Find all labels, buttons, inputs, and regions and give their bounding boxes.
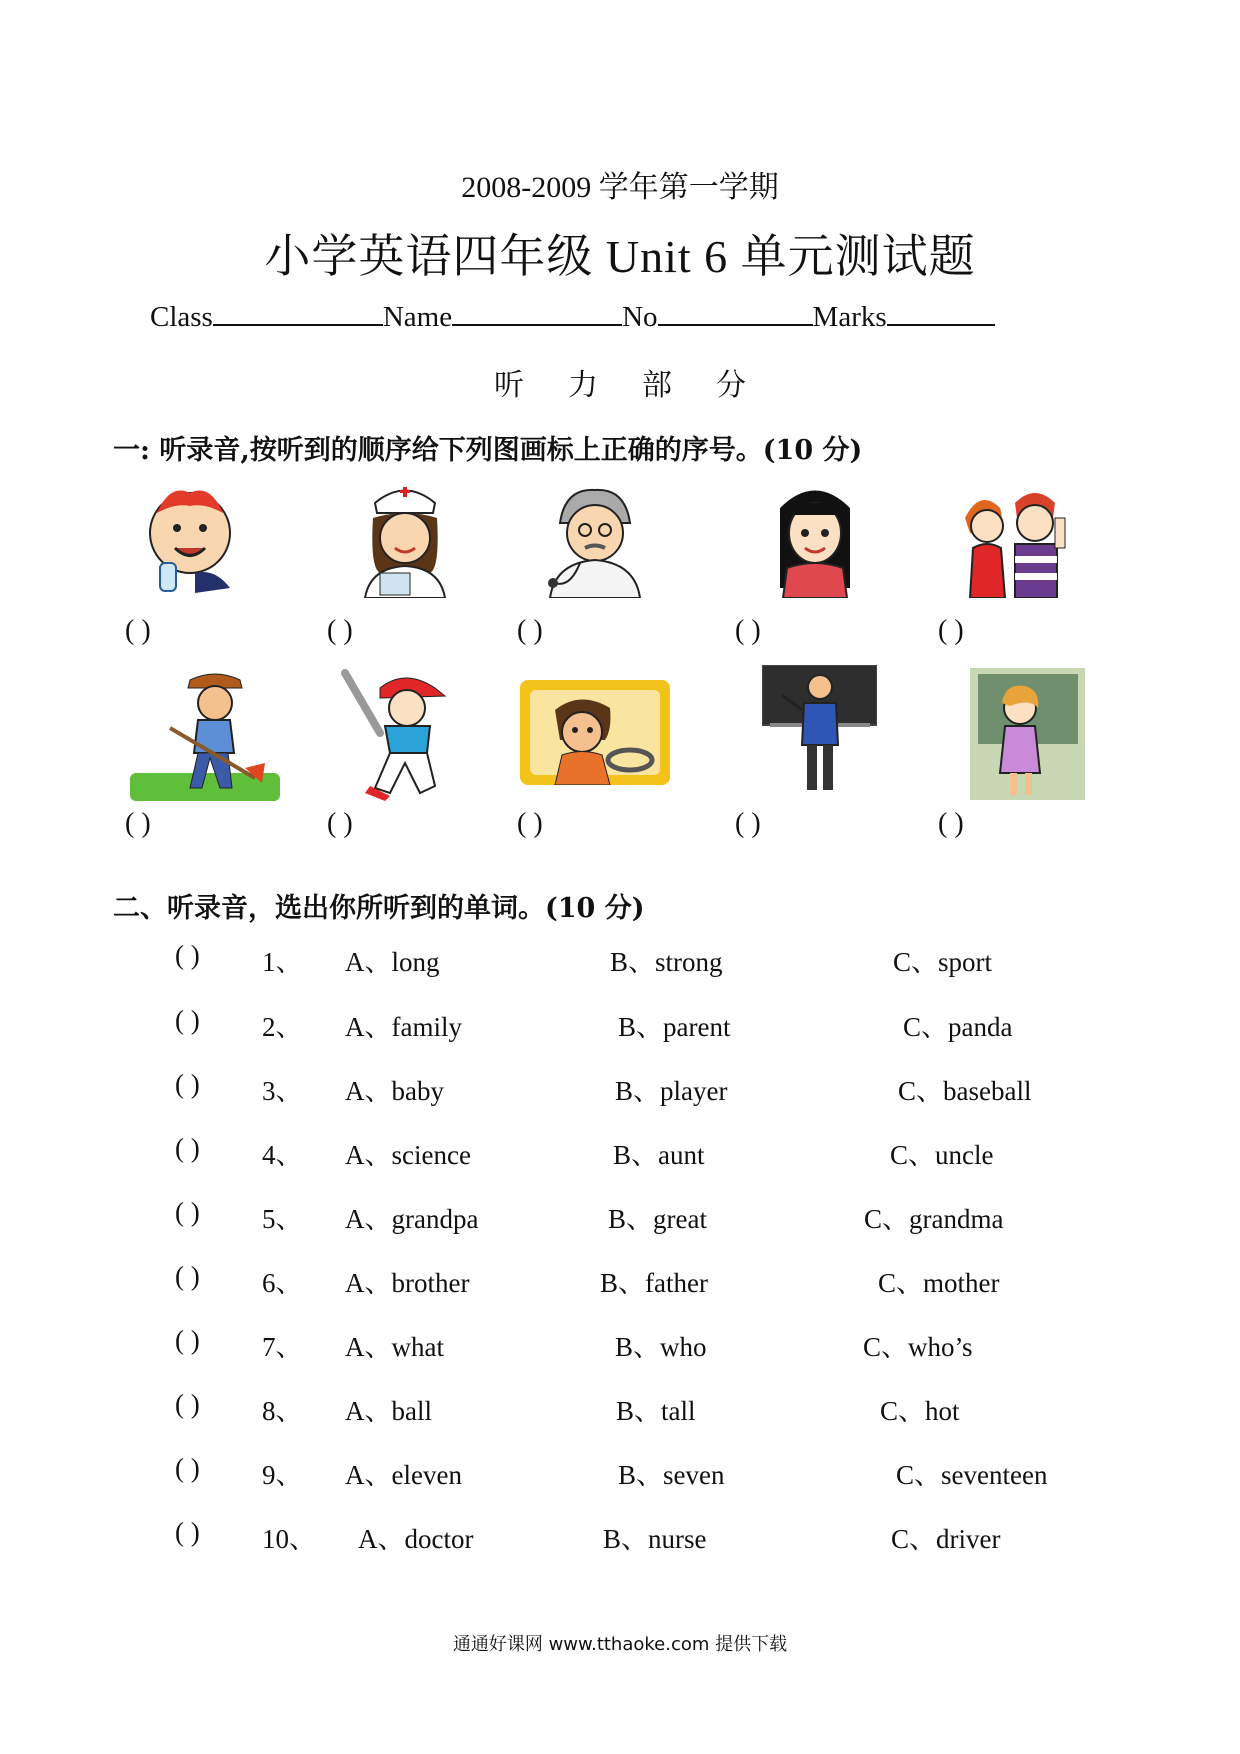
teacher-woman-icon (970, 668, 1085, 800)
option-b: B、strong (610, 947, 723, 977)
option-c: C、baseball (898, 1076, 1032, 1106)
option-c: C、sport (893, 947, 993, 977)
option-c: C、driver (891, 1524, 1001, 1554)
footer-source: 通通好课网 www.tthaoke.com 提供下载 (452, 1634, 788, 1655)
doctor-icon (535, 478, 655, 598)
question-number: 7、 (262, 1332, 303, 1362)
answer-paren[interactable]: ( ) (517, 808, 543, 839)
answer-paren[interactable]: ( ) (175, 1261, 200, 1291)
question-number: 1、 (262, 947, 303, 977)
marks-label: Marks (812, 301, 887, 333)
page-title: 小学英语四年级 Unit 6 单元测试题 (264, 231, 976, 282)
question-row (0, 1005, 1240, 1045)
option-a: A、grandpa (345, 1204, 479, 1234)
listening-part-title: 听 力 部 分 (494, 369, 746, 402)
option-c: C、hot (880, 1396, 960, 1426)
question-number: 10、 (262, 1524, 316, 1554)
answer-paren[interactable]: ( ) (175, 1389, 200, 1419)
option-b: B、tall (616, 1396, 696, 1426)
option-b: B、great (608, 1204, 707, 1234)
question-row (0, 1133, 1240, 1173)
option-c: C、mother (878, 1268, 1000, 1298)
option-b: B、aunt (613, 1140, 705, 1170)
name-label: Name (382, 301, 453, 333)
farmer-icon (130, 668, 280, 803)
answer-paren[interactable]: ( ) (327, 808, 353, 839)
question-row (0, 1069, 1240, 1109)
student-info-line (150, 298, 995, 334)
question-number: 3、 (262, 1076, 303, 1106)
answer-paren[interactable]: ( ) (735, 808, 761, 839)
answer-paren[interactable]: ( ) (327, 615, 353, 646)
answer-paren[interactable]: ( ) (175, 1197, 200, 1227)
option-a: A、what (345, 1332, 444, 1362)
question-number: 6、 (262, 1268, 303, 1298)
answer-paren[interactable]: ( ) (938, 808, 964, 839)
option-a: A、baby (345, 1076, 444, 1106)
name-blank[interactable] (452, 298, 622, 326)
baseball-player-icon (335, 668, 460, 803)
class-label: Class (150, 301, 213, 333)
no-label: No (622, 301, 658, 333)
option-a: A、ball (345, 1396, 432, 1426)
two-kids-icon (955, 478, 1075, 598)
option-c: C、panda (903, 1012, 1013, 1042)
question-number: 9、 (262, 1460, 303, 1490)
section2-heading: 二、听录音，选出你所听到的单词。(10 分) (113, 893, 645, 924)
answer-paren[interactable]: ( ) (175, 1325, 200, 1355)
option-c: C、seventeen (896, 1460, 1048, 1490)
answer-paren[interactable]: ( ) (175, 1453, 200, 1483)
semester-heading: 2008-2009 学年第一学期 (461, 171, 779, 204)
option-c: C、uncle (890, 1140, 994, 1170)
option-c: C、grandma (864, 1204, 1004, 1234)
answer-paren[interactable]: ( ) (175, 1069, 200, 1099)
question-row (0, 1325, 1240, 1365)
answer-paren[interactable]: ( ) (175, 1517, 200, 1547)
option-b: B、player (615, 1076, 728, 1106)
answer-paren[interactable]: ( ) (517, 615, 543, 646)
option-a: A、doctor (358, 1524, 474, 1554)
option-a: A、eleven (345, 1460, 462, 1490)
question-row (0, 1453, 1240, 1493)
teacher-man-icon (762, 665, 877, 800)
question-row (0, 1389, 1240, 1429)
question-number: 4、 (262, 1140, 303, 1170)
no-blank[interactable] (658, 298, 813, 326)
question-number: 8、 (262, 1396, 303, 1426)
answer-paren[interactable]: ( ) (938, 615, 964, 646)
question-number: 5、 (262, 1204, 303, 1234)
option-c: C、who’s (863, 1332, 973, 1362)
option-b: B、father (600, 1268, 708, 1298)
option-b: B、parent (618, 1012, 731, 1042)
question-row (0, 1261, 1240, 1301)
section1-heading: 一: 听录音,按听到的顺序给下列图画标上正确的序号。(10 分) (113, 435, 863, 466)
answer-paren[interactable]: ( ) (175, 1133, 200, 1163)
nurse-icon (345, 478, 465, 598)
option-a: A、long (345, 947, 440, 977)
option-a: A、science (345, 1140, 471, 1170)
marks-blank[interactable] (887, 298, 995, 326)
girl-icon (755, 478, 875, 598)
class-blank[interactable] (213, 298, 383, 326)
answer-paren[interactable]: ( ) (125, 808, 151, 839)
question-row (0, 940, 1240, 980)
answer-paren[interactable]: ( ) (175, 1005, 200, 1035)
question-row (0, 1197, 1240, 1237)
question-row (0, 1517, 1240, 1557)
option-a: A、brother (345, 1268, 470, 1298)
baby-icon (135, 478, 255, 598)
answer-paren[interactable]: ( ) (125, 615, 151, 646)
answer-paren[interactable]: ( ) (735, 615, 761, 646)
question-number: 2、 (262, 1012, 303, 1042)
option-b: B、nurse (603, 1524, 707, 1554)
option-b: B、seven (618, 1460, 725, 1490)
option-a: A、family (345, 1012, 462, 1042)
option-b: B、who (615, 1332, 707, 1362)
answer-paren[interactable]: ( ) (175, 940, 200, 970)
driver-icon (520, 680, 670, 785)
